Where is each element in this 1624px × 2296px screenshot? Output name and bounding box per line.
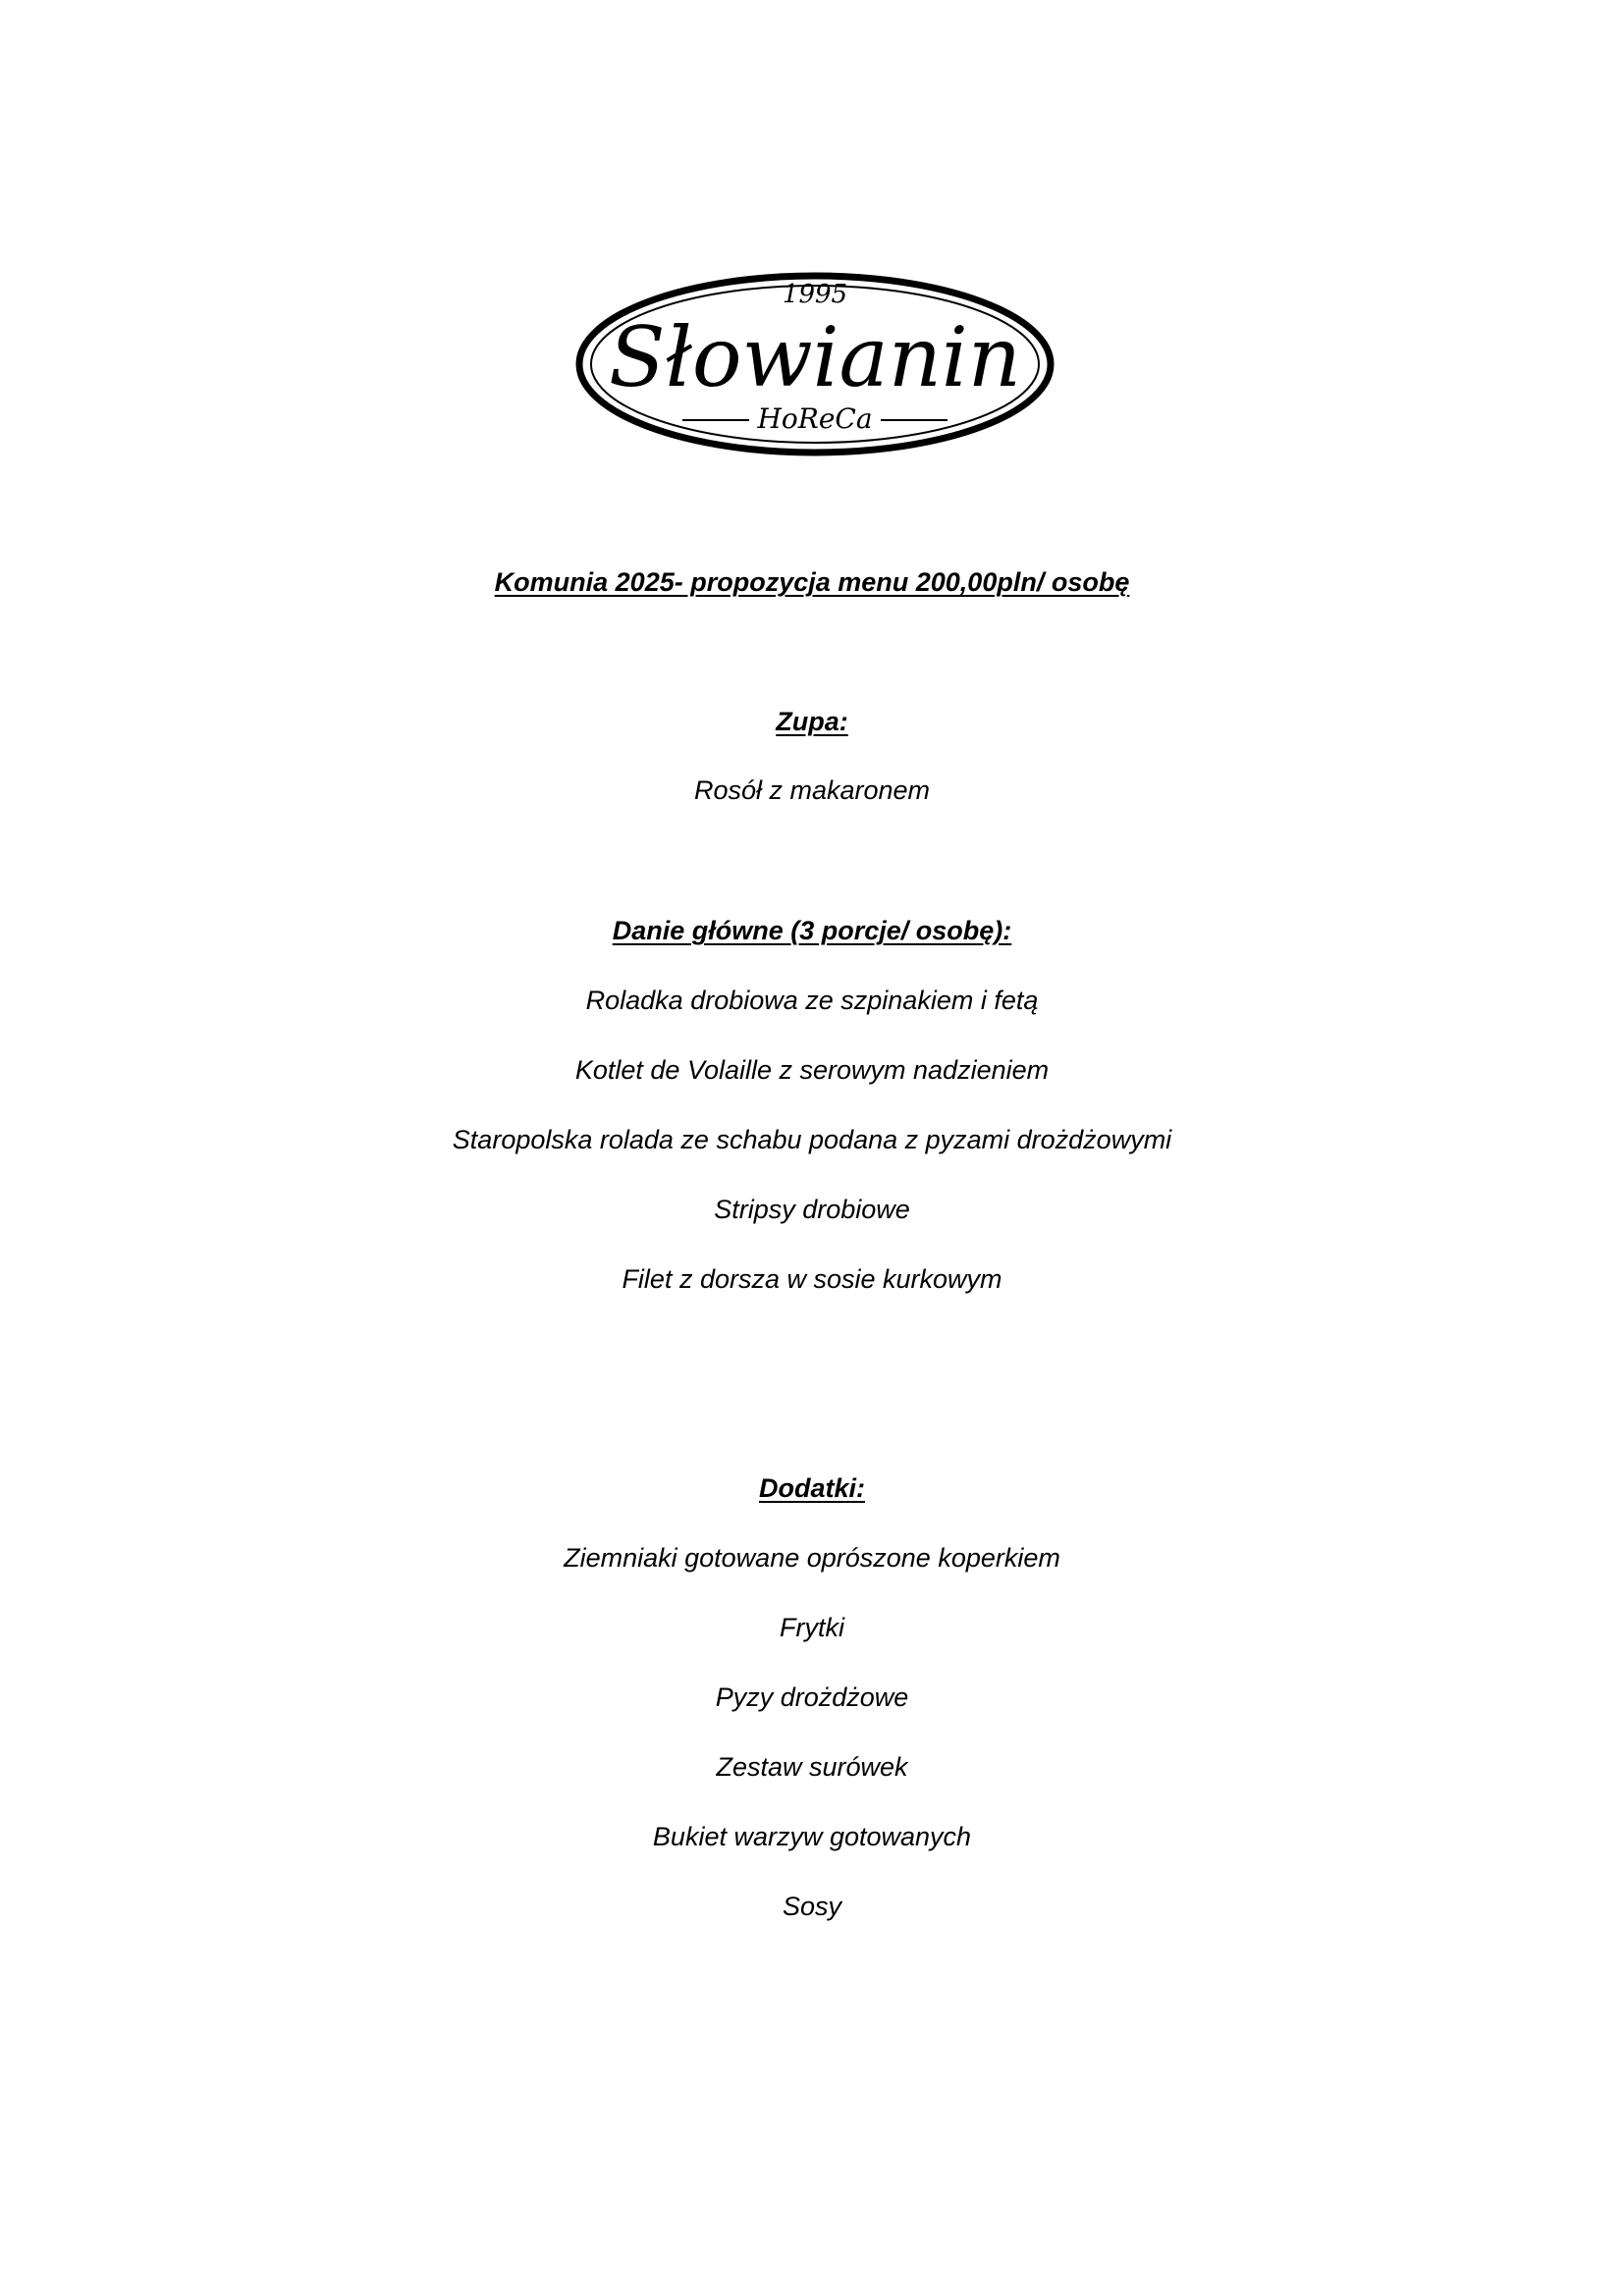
soup-heading: Zupa:	[776, 707, 848, 736]
sides-item: Ziemniaki gotowane oprószone koperkiem	[564, 1543, 1060, 1573]
logo	[574, 263, 1056, 459]
main-item: Kotlet de Volaille z serowym nadzieniem	[574, 1055, 1050, 1085]
menu-title: Komunia 2025- propozycja menu 200,00pln/ osobę	[494, 567, 1130, 597]
main-item: Filet z dorsza w sosie kurkowym	[622, 1264, 1002, 1294]
logo-name: Słowianin	[609, 309, 1021, 405]
sides-item: Frytki	[780, 1613, 844, 1642]
main-item: Staropolska rolada ze schabu podana z pyzami drożdżowymi	[452, 1125, 1172, 1154]
sides-item: Sosy	[782, 1892, 842, 1921]
sides-item: Bukiet warzyw gotowanych	[652, 1822, 972, 1851]
sides-item: Zestaw surówek	[716, 1752, 908, 1782]
main-item: Roladka drobiowa ze szpinakiem i fetą	[585, 986, 1039, 1015]
soup-item: Rosół z makaronem	[693, 775, 931, 805]
main-heading: Danie główne (3 porcje/ osobę):	[612, 916, 1012, 945]
logo-subtitle: HoReCa	[757, 402, 873, 435]
main-item: Stripsy drobiowe	[714, 1195, 910, 1224]
logo-year: 1995	[782, 280, 848, 309]
sides-item: Pyzy drożdżowe	[715, 1682, 909, 1712]
sides-heading: Dodatki:	[759, 1473, 865, 1503]
